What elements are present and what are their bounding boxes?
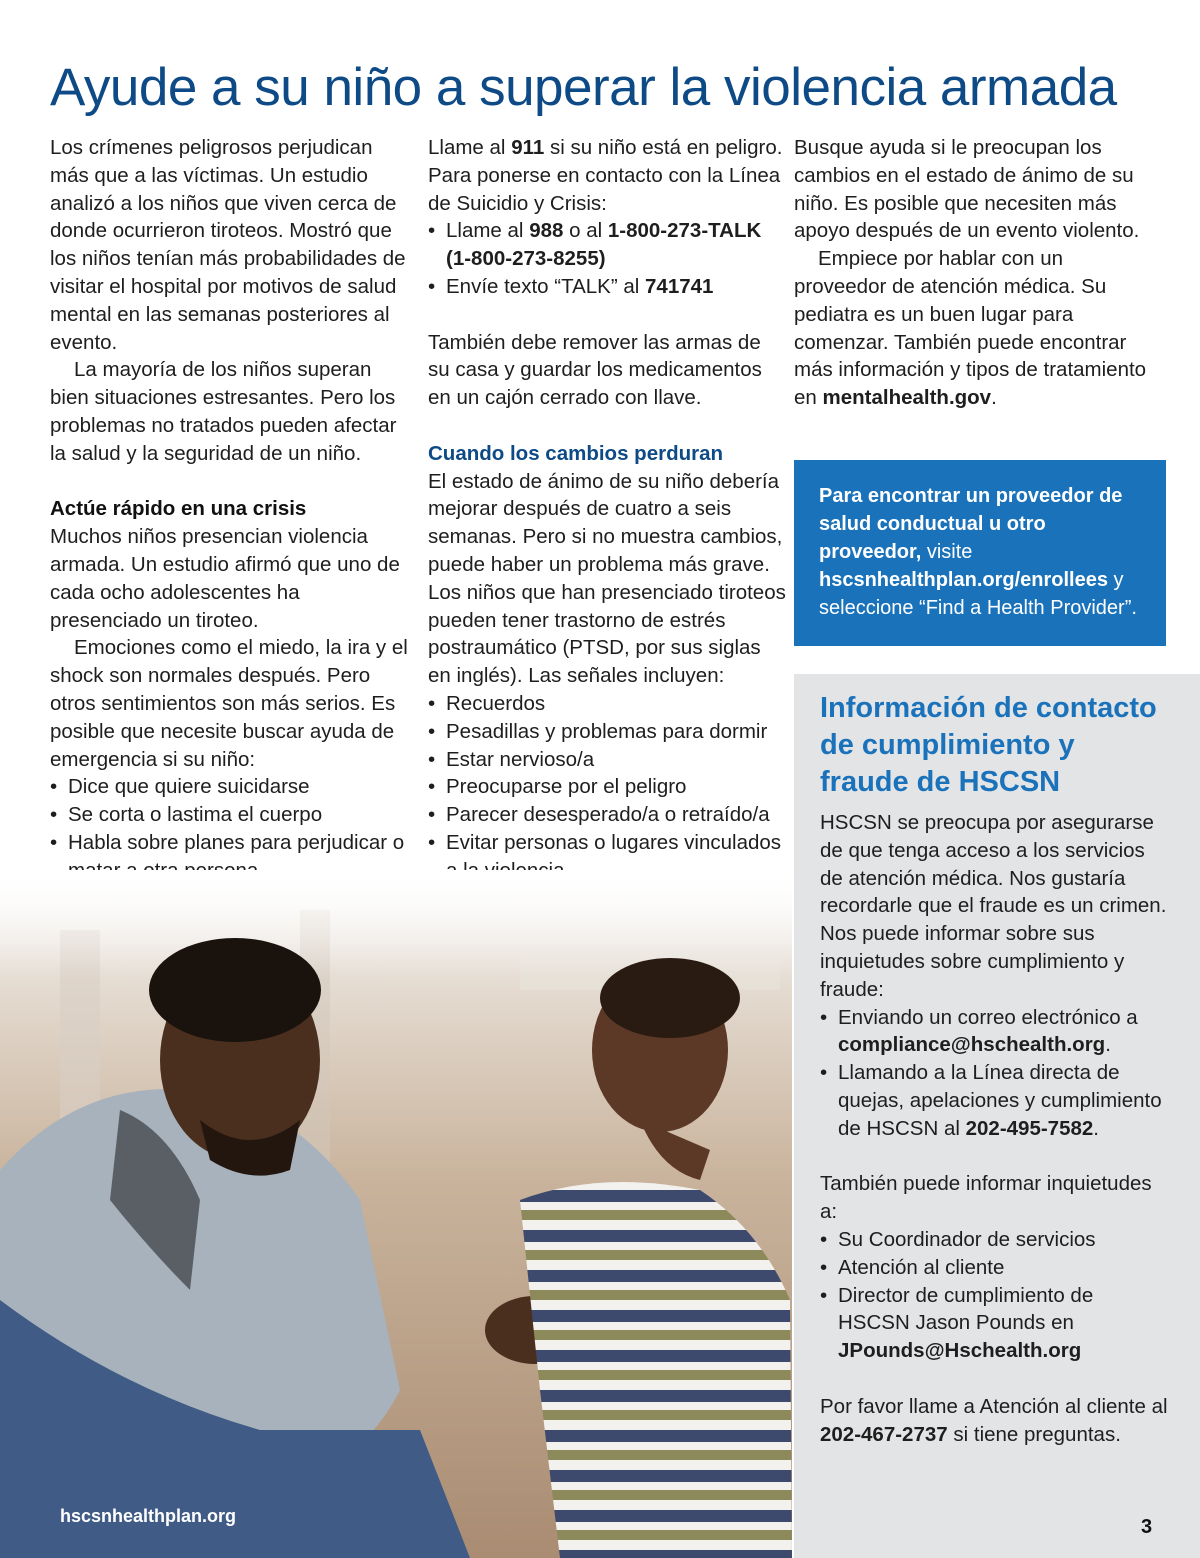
list-item: • Pesadillas y problemas para dormir	[428, 718, 788, 746]
list-item: • Dice que quiere suicidarse	[50, 773, 410, 801]
paragraph: Llame al 911 si su niño está en peligro. Para ponerse en contacto con la Línea de Suicidio y Crisis:	[428, 136, 783, 215]
list-item: • Evitar personas o lugares vinculados	[428, 829, 788, 885]
bullet-list	[820, 1226, 1170, 1365]
paragraph: Muchos niños presencian violencia armada. Un estudio afirmó que uno de cada ocho adolescentes ha presenciado un tiroteo.	[50, 525, 400, 632]
list-item: • Parecer desesperado/a o retraído/a	[428, 801, 788, 829]
paragraph: Empiece por hablar con un proveedor de atención médica. Su pediatra es un buen lugar para comenzar. También puede encontrar más información y tipos de tratamiento en mentalhealth.gov.	[794, 247, 1147, 410]
compliance-sidebar	[794, 674, 1200, 1558]
link-jpounds-email[interactable]: JPounds@Hschealth.org	[838, 1339, 1082, 1363]
paragraph: Por favor llame a Atención al cliente al 202-467-2737 si tiene preguntas.	[820, 1394, 1168, 1446]
paragraph: Los crímenes peligrosos perjudican más que a las víctimas. Un estudio analizó a los niños que viven cerca de donde ocurrieron tiroteos. Mostró que los niños tenían más probabilidades de visitar el hospital por motivos de salud mental en las semanas posteriores al evento.	[50, 136, 406, 354]
list-item: • Se corta o lastima el cuerpo	[50, 801, 410, 829]
paragraph: Emociones como el miedo, la ira y el shock son normales después. Pero otros sentimientos son más serios. Es posible que necesite buscar ayuda de emergencia si su niño:	[50, 636, 408, 771]
section-heading: Cuando los cambios perduran	[428, 441, 724, 465]
list-item: • Preocuparse por el peligro	[428, 773, 788, 801]
list-item: • Su Coordinador de servicios	[820, 1226, 1170, 1254]
bullet-list	[820, 1004, 1170, 1143]
hotline-phone: 202-495-7582	[965, 1116, 1094, 1140]
column-3	[794, 134, 1160, 412]
paragraph: También debe remover las armas de su casa y guardar los medicamentos en un cajón cerrado con llave.	[428, 330, 762, 410]
footer-url: hscsnhealthplan.org	[60, 1506, 237, 1526]
list-item: • Director de cumplimiento de HSCSN Jason Pounds en JPounds@Hschealth.org	[820, 1282, 1170, 1365]
customer-service-phone: 202-467-2737	[820, 1422, 948, 1446]
column-2	[428, 134, 788, 940]
paragraph: HSCSN se preocupa por asegurarse de que tenga acceso a los servicios de atención médica. Nos gustaría recordarle que el fraude es un crimen. Nos puede informar sobre sus inquietudes sobre cumplimiento y fraude:	[820, 811, 1167, 1001]
list-item: • Llamando a la Línea directa de quejas, apelaciones y cumplimiento de HSCSN al 202-495-7582.	[820, 1059, 1170, 1142]
link-mentalhealth[interactable]: mentalhealth.gov	[822, 386, 992, 410]
list-item: • Recuerdos	[428, 690, 788, 718]
paragraph: Busque ayuda si le preocupan los cambios en el estado de ánimo de su niño. Es posible que necesiten más apoyo después de un evento violento.	[794, 136, 1140, 243]
provider-callout: Para encontrar un proveedor de salud conductual u otro proveedor, visite hscsnhealthplan.org/enrollees y seleccione “Find a Health Provider”.	[794, 460, 1166, 646]
list-item: • Llame al 988 o al 1-800-273-TALK (1-800-273-8255)	[428, 217, 788, 273]
link-enrollees[interactable]: hscsnhealthplan.org/enrollees	[819, 569, 1108, 591]
bullet-list	[428, 217, 788, 300]
list-item: • Enviando un correo electrónico a compliance@hschealth.org.	[820, 1004, 1170, 1060]
column-1	[50, 134, 410, 912]
section-heading: Actúe rápido en una crisis	[50, 497, 307, 521]
list-item: • Habla sobre planes para perjudicar o	[50, 829, 410, 885]
page-number: 3	[1141, 1516, 1153, 1538]
list-item: • Estar nervioso/a	[428, 746, 788, 774]
list-item: • Envíe texto “TALK” al 741741	[428, 273, 788, 301]
paragraph: La mayoría de los niños superan bien situaciones estresantes. Pero los problemas no tratados pueden afectar la salud y la seguridad de un niño.	[50, 358, 397, 465]
list-item: • Atención al cliente	[820, 1254, 1170, 1282]
sidebar-heading: Información de contacto de cumplimiento y fraude de HSCSN	[820, 692, 1157, 798]
page-title: Ayude a su niño a superar la violencia armada	[50, 58, 1117, 117]
photo-father-and-son	[0, 870, 792, 1558]
paragraph: El estado de ánimo de su niño debería mejorar después de cuatro a seis semanas. Pero si no muestra cambios, puede haber un problema más grave. Los niños que han presenciado tiroteos pueden tener trastorno de estrés postraumático (PTSD, por sus siglas en inglés). Las señales incluyen:	[428, 469, 786, 688]
link-compliance-email[interactable]: compliance@hschealth.org	[838, 1033, 1106, 1057]
paragraph: También puede informar inquietudes a:	[820, 1172, 1152, 1224]
